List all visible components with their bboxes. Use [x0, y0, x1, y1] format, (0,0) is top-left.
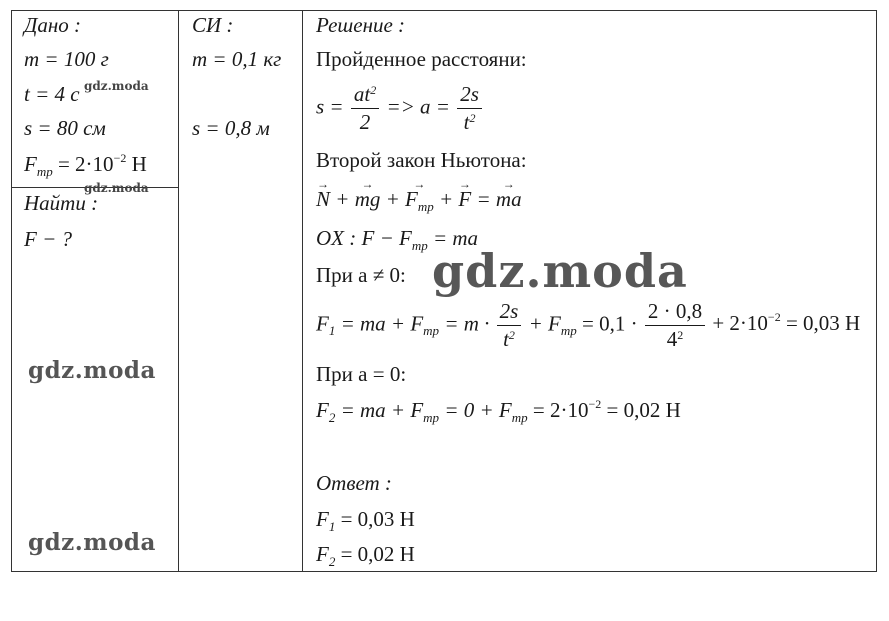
si-header: СИ : [192, 13, 234, 37]
friction-exponent: −2 [113, 151, 127, 165]
answer-f2: $F_2 = 0,02$ Н [316, 542, 415, 569]
ox-projection: OX : $F - F_{тр}$ = ma [316, 226, 479, 253]
solution-header: Решение : [316, 13, 406, 37]
given-header: Дано : [24, 13, 82, 37]
watermark-big: gdz.moda [432, 244, 688, 298]
watermark-mid-2: gdz.moda [28, 529, 156, 556]
find-header: Найти : [24, 191, 99, 215]
column-divider-1 [178, 11, 179, 571]
friction-unit: Н [131, 152, 147, 176]
watermark-small-top: gdz.moda [84, 79, 149, 93]
f1-result: = 0,03 Н [785, 311, 861, 336]
fraction-numeric: $\frac{2 \cdot 0,8}{4^2}$ [645, 300, 705, 351]
column-divider-2 [302, 11, 303, 571]
distance-label: Пройденное расстояни: [316, 47, 527, 71]
answer-f1: $F_1 = 0,03$ Н [316, 507, 415, 534]
f2-formula: $F_2$ = ma + $F_{тр} = 0 + F_{тр} = 2\cdot 10^{-2} = 0,02$ Н [316, 397, 681, 425]
friction-value: = 2·10 [57, 152, 114, 176]
given-distance: s = 80 см [24, 116, 106, 140]
watermark-mid-1: gdz.moda [28, 357, 156, 384]
given-time: t = 4 с [24, 82, 80, 106]
watermark-small-divider: gdz.moda [84, 181, 149, 195]
case1-label: При a ≠ 0: [316, 263, 406, 287]
distance-formula: s = $\frac{at^2}{2}$ => a = $\frac{2s}{t^2}$ [316, 83, 484, 134]
find-force: F − ? [24, 227, 72, 251]
friction-subscript: тр [36, 164, 53, 179]
case2-label: При a = 0: [316, 362, 407, 386]
fraction-2s-over-t2: $\frac{2s}{t^2}$ [457, 83, 482, 134]
answer-label: Ответ : [316, 471, 392, 495]
given-friction [24, 151, 147, 179]
fraction-at2-over-2: $\frac{at^2}{2}$ [351, 83, 379, 134]
fraction-2s-over-t2-f1: $\frac{2s}{t^2}$ [497, 300, 522, 351]
newton-label: Второй закон Ньютона: [316, 148, 527, 172]
si-distance: s = 0,8 м [192, 116, 270, 140]
si-mass: m = 0,1 кг [192, 47, 282, 71]
f1-formula: $F_1$ = ma + $F_{тр} = m$ · $\frac{2s}{t^2}$ + $F_{тр} = 0,1$ · $\frac{2 \cdot 0,8}{4^2}$ + $2\cdot 10^{-2} = 0,03$ Н [316, 299, 861, 352]
newton-vector-equation: → N + → mg + → $F_{тр}$ + → F = → ma [316, 189, 522, 210]
f2-result: = 0,02 Н [606, 398, 681, 422]
given-mass: m = 100 г [24, 47, 109, 71]
friction-symbol: F [24, 152, 37, 176]
